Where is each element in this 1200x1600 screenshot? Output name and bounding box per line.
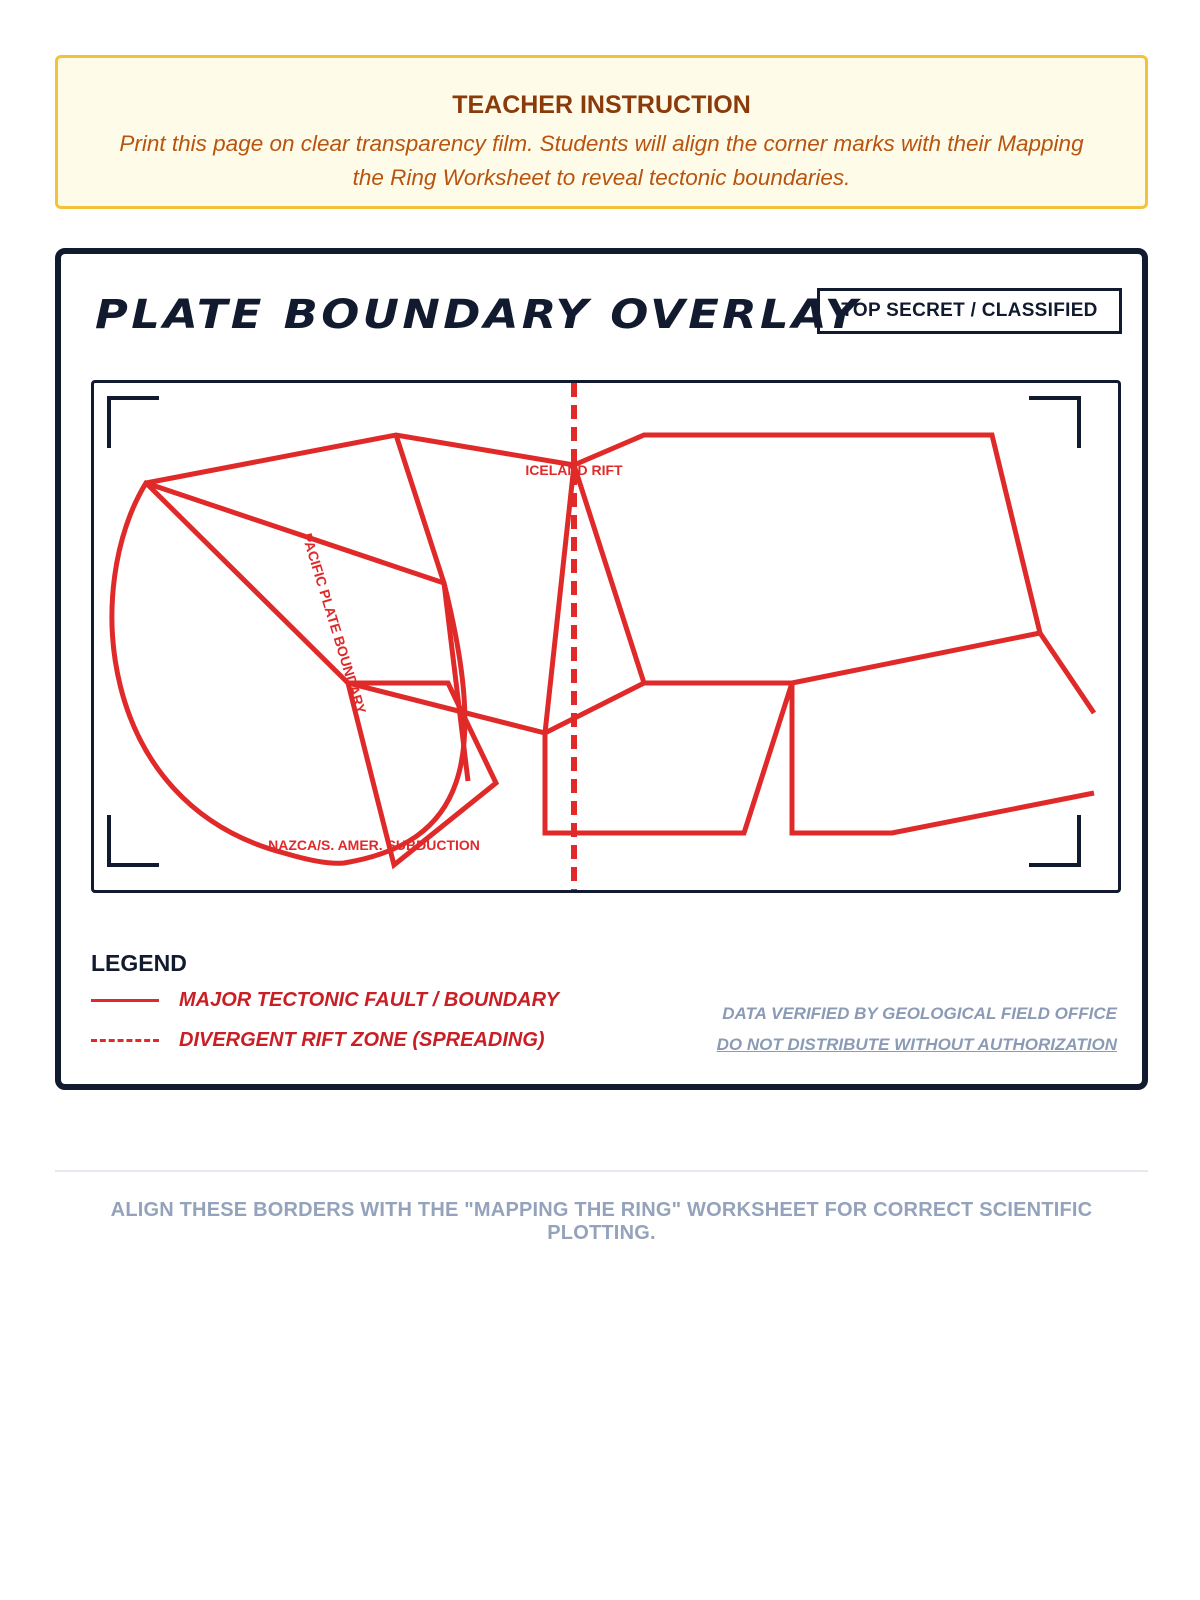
fault-line-pacific-north [146,435,574,483]
solid-line-swatch [91,999,159,1002]
nazca-subduction-label: NAZCA/S. AMER. SUBDUCTION [268,837,480,853]
classification-badge: TOP SECRET / CLASSIFIED [817,288,1122,334]
boundary-map [91,380,1121,893]
footer-divider [55,1170,1148,1172]
iceland-rift-label: ICELAND RIFT [525,462,623,478]
corner-mark-top-left [109,398,159,448]
fault-line-south-east [792,683,1094,833]
fault-line-pacific-east [396,435,468,781]
distribution-warning: DO NOT DISTRIBUTE WITHOUT AUTHORIZATION [716,1035,1117,1054]
instruction-title: TEACHER INSTRUCTION [452,91,751,119]
legend-label-fault: MAJOR TECTONIC FAULT / BOUNDARY [179,988,560,1011]
fault-line-central [348,683,792,733]
overlay-title: PLATE BOUNDARY OVERLAY [95,292,861,338]
fault-line-pacific-arc [112,483,465,863]
verification-note [717,998,1117,1060]
overlay-card [55,248,1148,1090]
legend-item-rift [91,1027,545,1053]
corner-mark-bottom-right [1029,815,1079,865]
corner-mark-bottom-left [109,815,159,865]
fault-line-south-west [545,683,792,833]
verification-line: DATA VERIFIED BY GEOLOGICAL FIELD OFFICE [722,1004,1117,1023]
fault-line-eurasian [574,435,1094,713]
corner-mark-top-right [1029,398,1079,448]
legend-item-fault [91,987,559,1013]
dashed-line-swatch [91,1039,159,1042]
legend-title: LEGEND [91,950,187,976]
fault-line-eastern [792,633,1040,683]
pacific-boundary-label: PACIFIC PLATE BOUNDARY [299,531,370,716]
instruction-text: Print this page on clear transparency film. Students will align the corner marks with their Mapping the Ring Worksheet to reveal tectonic boundaries. [119,131,1084,190]
legend-label-rift: DIVERGENT RIFT ZONE (SPREADING) [179,1028,545,1051]
boundary-map-svg [94,383,1118,890]
teacher-instruction-box [55,55,1148,209]
alignment-note: ALIGN THESE BORDERS WITH THE "MAPPING THE RING" WORKSHEET FOR CORRECT SCIENTIFIC PLOTTING. [110,1199,1093,1244]
